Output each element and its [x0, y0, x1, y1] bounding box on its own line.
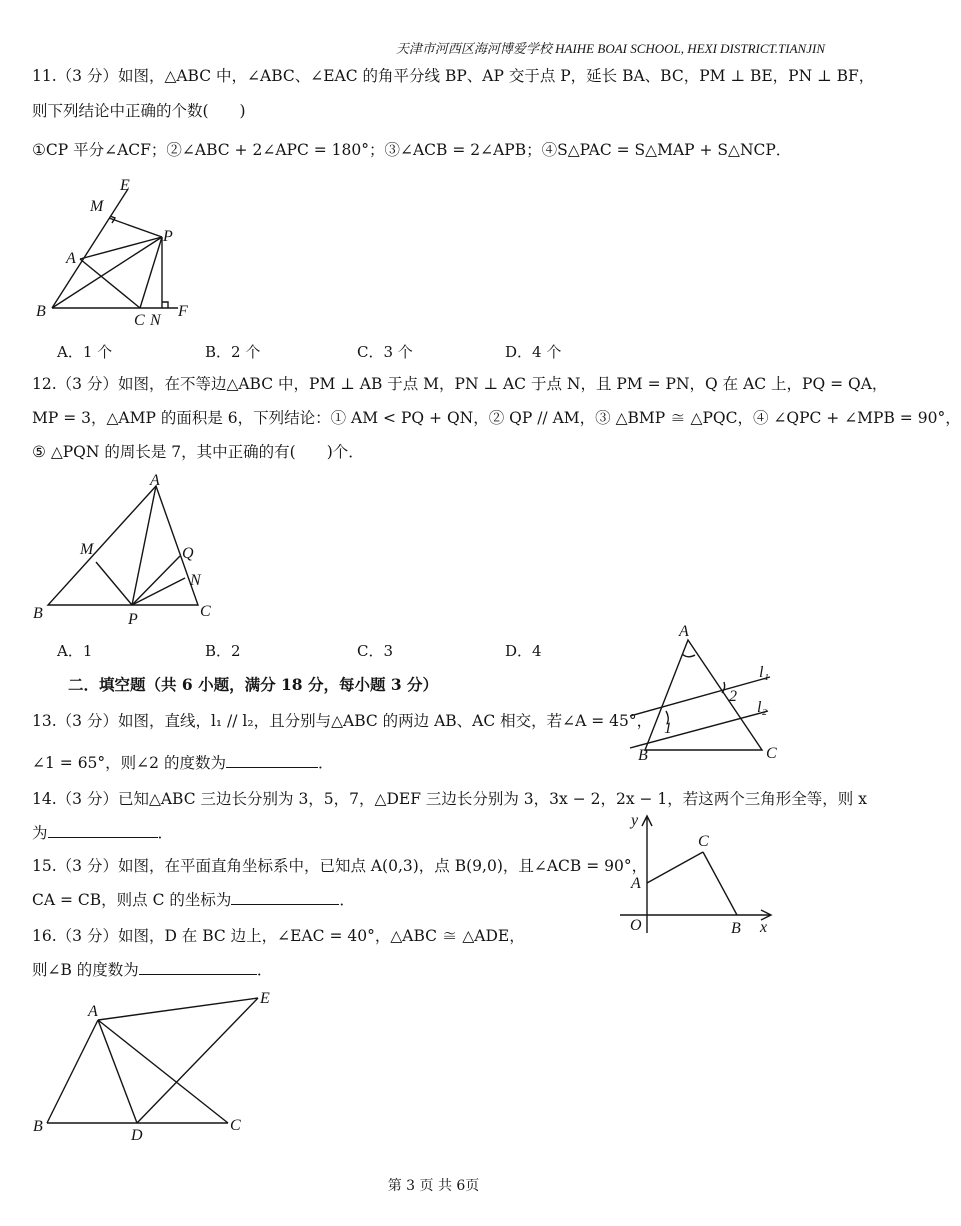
q13-label-B: B — [638, 747, 648, 764]
q12-label-P: P — [128, 611, 138, 628]
q12-line-AP — [132, 486, 156, 605]
q16-figure — [30, 985, 290, 1145]
q12-triangle-ABC — [48, 486, 198, 605]
q12-label-C: C — [200, 603, 211, 620]
q15-line-AC — [647, 852, 703, 883]
q13-line-l1 — [630, 677, 770, 716]
q13-label-C: C — [766, 745, 777, 762]
q11-label-A: A — [66, 250, 76, 267]
q15-text: CA = CB，则点 C 的坐标为 — [32, 891, 232, 909]
q11-line-BP — [52, 237, 162, 308]
q12-line-PQ — [132, 556, 180, 605]
q13-text: ∠1 = 65°，则∠2 的度数为 — [32, 754, 226, 772]
q14-end: ． — [157, 824, 174, 842]
q14-line1: 14.（3 分）已知△ABC 三边长分别为 3，5，7，△DEF 三边长分别为 3，3x − 2，2x − 1，若这两个三角形全等，则 x — [32, 790, 867, 808]
q16-line1: 16.（3 分）如图，D 在 BC 边上，∠EAC = 40°，△ABC ≅ △ADE， — [32, 927, 525, 945]
q12-line-PM — [96, 562, 132, 605]
q16-end: ． — [256, 961, 273, 979]
q12-option-b: B．2 — [205, 642, 241, 660]
page-header: 天津市河西区海河博爱学校 HAIHE BOAI SCHOOL, HEXI DISTRICT.TIANJIN — [395, 41, 825, 56]
q13-angle-arc-A — [682, 654, 695, 657]
q16-label-B: B — [33, 1118, 43, 1135]
q13-label-1: 1 — [664, 720, 672, 737]
q12-label-N: N — [190, 572, 201, 589]
q13-end: ． — [317, 754, 334, 772]
q15-label-y: y — [631, 812, 639, 829]
q15-label-A: A — [631, 875, 641, 892]
q12-label-M: M — [80, 541, 94, 558]
q15-label-C: C — [698, 833, 709, 850]
q11-line-PM — [109, 218, 162, 237]
q11-label-C: C — [134, 312, 145, 329]
q13-figure — [620, 622, 810, 762]
q12-figure — [30, 470, 230, 630]
q12-line3: ⑤ △PQN 的周长是 7，其中正确的有( )个． — [32, 443, 364, 461]
q12-label-Q: Q — [182, 545, 194, 562]
q11-label-E: E — [120, 177, 130, 194]
q14-line2 — [32, 823, 173, 843]
q16-label-E: E — [260, 990, 270, 1007]
q16-line-AE — [98, 998, 258, 1020]
q16-label-C: C — [230, 1117, 241, 1134]
q15-figure — [615, 808, 785, 938]
section-2-title: 二．填空题（共 6 小题，满分 18 分，每小题 3 分） — [68, 675, 439, 694]
q15-label-O: O — [630, 917, 642, 934]
q13-label-2: 2 — [729, 688, 737, 705]
q15-label-B: B — [731, 920, 741, 937]
q11-right-angle-N — [162, 302, 168, 308]
q15-end: ． — [339, 891, 355, 909]
q11-option-a: A．1 个 — [57, 343, 113, 361]
q16-label-D: D — [131, 1127, 143, 1144]
q11-option-b: B．2 个 — [205, 343, 261, 361]
q13-line2 — [32, 753, 333, 773]
q12-option-a: A．1 — [57, 642, 93, 660]
q16-label-A: A — [88, 1003, 98, 1020]
q11-option-c: C．3 个 — [357, 343, 413, 361]
q13-answer-blank[interactable] — [226, 753, 318, 768]
q13-label-l2: l₂ — [757, 699, 768, 716]
q11-label-B: B — [36, 303, 46, 320]
q15-line2 — [32, 890, 355, 910]
q11-label-P: P — [163, 228, 173, 245]
q11-line-CP — [140, 237, 162, 308]
q16-answer-blank[interactable] — [139, 960, 257, 975]
q16-text: 则∠B 的度数为 — [32, 961, 139, 979]
q14-text: 为 — [32, 824, 48, 842]
q16-line-AB — [47, 1020, 98, 1123]
q12-option-c: C．3 — [357, 642, 394, 660]
q16-line-DE — [137, 998, 258, 1123]
q11-label-M: M — [90, 198, 104, 215]
q11-line-AP — [80, 237, 162, 259]
q14-answer-blank[interactable] — [48, 823, 158, 838]
q13-line1: 13.（3 分）如图，直线，l₁ // l₂，且分别与△ABC 的两边 AB、AC 相交，若∠A = 45°， — [32, 712, 653, 730]
q11-line1: 11.（3 分）如图，△ABC 中，∠ABC、∠EAC 的角平分线 BP、AP 交于点 P，延长 BA、BC，PM ⊥ BE，PN ⊥ BF， — [32, 67, 875, 85]
q15-answer-blank[interactable] — [231, 890, 339, 905]
q13-angle-arc-2 — [722, 682, 725, 693]
q12-line1: 12.（3 分）如图，在不等边△ABC 中，PM ⊥ AB 于点 M，PN ⊥ AC 于点 N，且 PM = PN，Q 在 AC 上，PQ = QA， — [32, 375, 888, 393]
q12-label-A: A — [150, 472, 160, 489]
q12-line-PN — [132, 578, 185, 605]
q11-figure — [30, 175, 210, 329]
q15-line-CB — [703, 852, 737, 915]
q11-line2: 则下列结论中正确的个数( ) — [32, 102, 246, 120]
q11-label-F: F — [178, 303, 188, 320]
q15-line1: 15.（3 分）如图，在平面直角坐标系中，已知点 A(0,3)，点 B(9,0)，且∠ACB = 90°， — [32, 857, 648, 875]
q13-line-l2 — [630, 711, 768, 748]
q11-option-d: D．4 个 — [505, 343, 562, 361]
q12-label-B: B — [33, 605, 43, 622]
q11-line3: ①CP 平分∠ACF；②∠ABC + 2∠APC = 180°；③∠ACB = 2∠APB；④S△PAC = S△MAP + S△NCP． — [32, 141, 792, 159]
q13-label-A: A — [679, 623, 689, 640]
q12-line2: MP = 3，△AMP 的面积是 6，下列结论：① AM < PQ + QN，② QP // AM，③ △BMP ≅ △PQC，④ ∠QPC + ∠MPB = 90°， — [32, 409, 961, 427]
q11-label-N: N — [150, 312, 161, 329]
page-footer: 第 3 页 共 6页 — [387, 1178, 480, 1194]
q16-line2 — [32, 960, 272, 980]
q15-label-x: x — [760, 919, 768, 936]
q12-option-d: D．4 — [505, 642, 542, 660]
q13-label-l1: l₁ — [759, 664, 770, 681]
